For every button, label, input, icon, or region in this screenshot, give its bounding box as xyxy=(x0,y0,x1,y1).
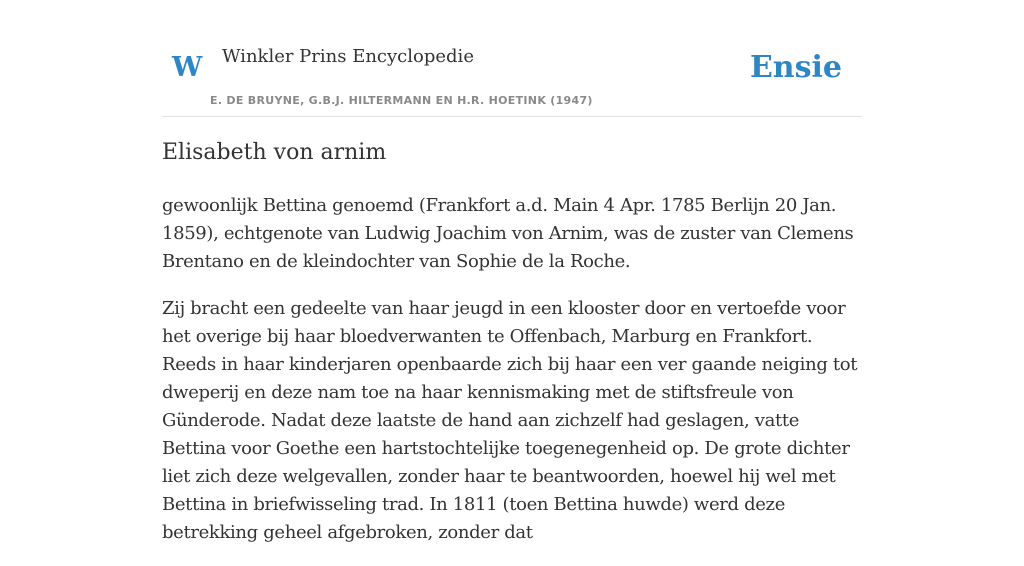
article-title: Elisabeth von arnim xyxy=(162,140,387,165)
source-logo[interactable]: W xyxy=(172,52,203,83)
ensie-logo-link[interactable]: Ensie xyxy=(749,50,842,85)
source-title[interactable]: Winkler Prins Encyclopedie xyxy=(222,46,474,67)
source-header xyxy=(162,0,862,117)
article-paragraph: Zij bracht een gedeelte van haar jeugd in een klooster door en vertoefde voor het overige bij haar bloedverwanten te Offenbach, Marburg en Frankfort. Reeds in haar kinderjaren openbaarde zich bij haar een ver gaande neiging tot dweperij en deze nam toe na haar kennismaking met de stiftsfreule von Günderode. Nadat deze laatste de hand aan zichzelf had geslagen, vatte Bettina voor Goethe een hartstochtelijke toegenegenheid op. De grote dichter liet zich deze welgevallen, zonder haar te beantwoorden, hoewel hij wel met Bettina in briefwisseling trad. In 1811 (toen Bettina huwde) werd deze betrekking geheel afgebroken, zonder dat xyxy=(162,298,858,543)
article-paragraph: gewoonlijk Bettina genoemd (Frankfort a.d. Main 4 Apr. 1785 Berlijn 20 Jan. 1859), echtgenote van Ludwig Joachim von Arnim, was de zuster van Clemens Brentano en de kleindochter van Sophie de la Roche. xyxy=(162,195,854,272)
article-body xyxy=(162,192,862,566)
source-authors: E. DE BRUYNE, G.B.J. HILTERMANN EN H.R. HOETINK (1947) xyxy=(210,94,593,107)
